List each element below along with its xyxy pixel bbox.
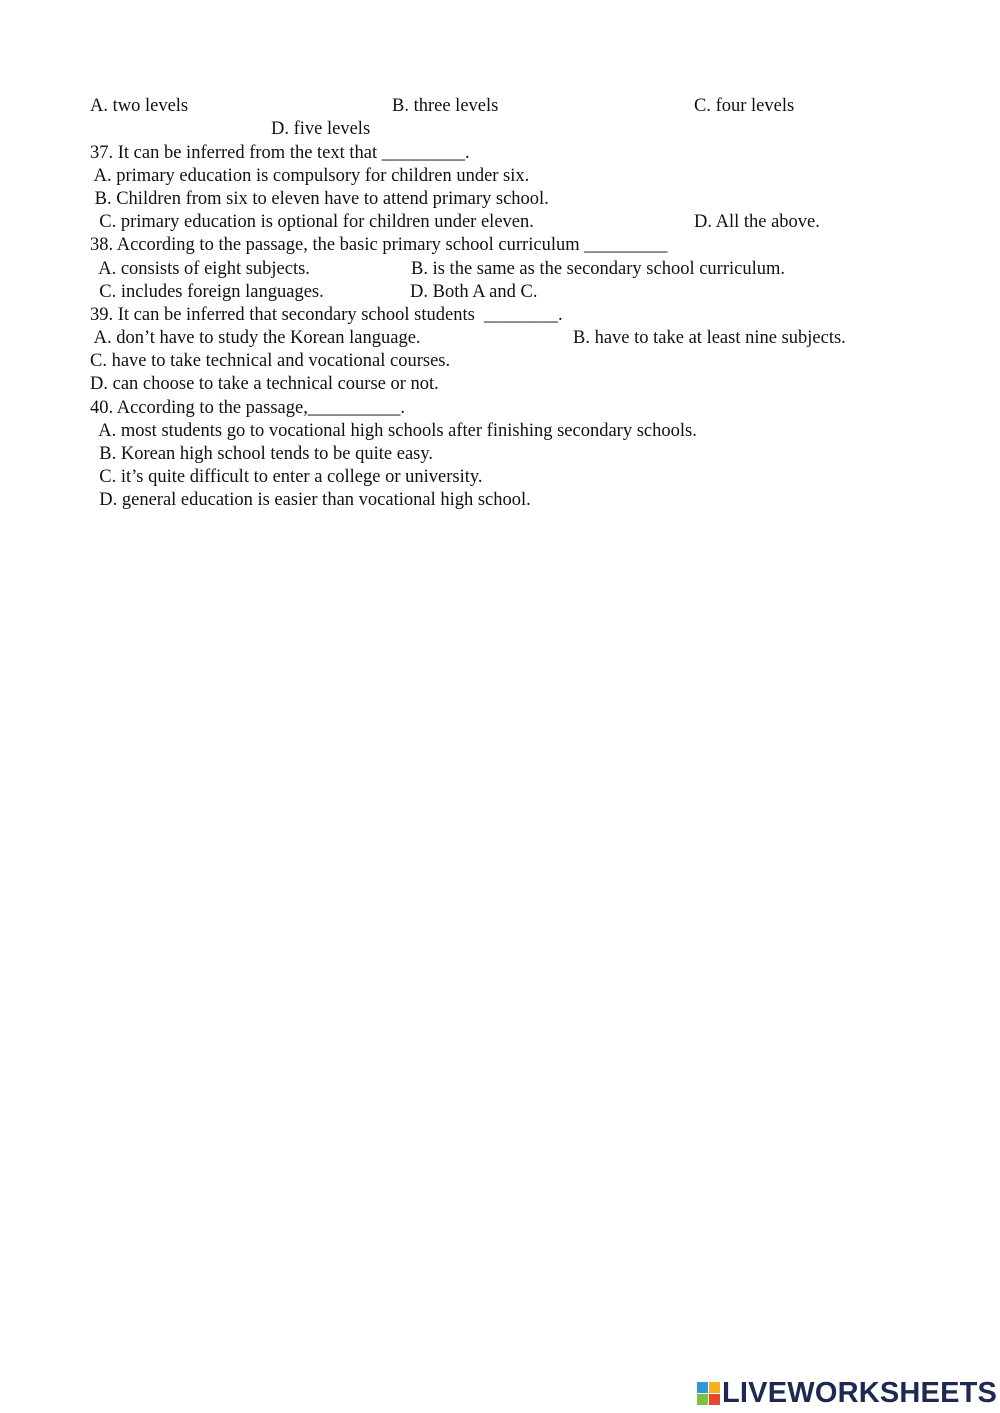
q38-option-a: A. consists of eight subjects. xyxy=(90,259,310,279)
q38-stem: 38. According to the passage, the basic primary school curriculum _________ xyxy=(90,235,668,255)
q37-option-a: A. primary education is compulsory for children under six. xyxy=(90,166,530,186)
q36-option-a: A. two levels xyxy=(90,96,189,116)
q38-option-b: B. is the same as the secondary school curriculum. xyxy=(411,259,786,279)
q39-option-d: D. can choose to take a technical course or not. xyxy=(90,374,439,394)
liveworksheets-logo xyxy=(697,1375,997,1411)
logo-tile-yellow xyxy=(709,1382,720,1393)
liveworksheets-brand-text: LIVEWORKSHEETS xyxy=(722,1377,998,1409)
logo-tile-red xyxy=(709,1394,720,1405)
q40-option-a: A. most students go to vocational high schools after finishing secondary schools. xyxy=(90,421,697,441)
logo-tile-blue xyxy=(697,1382,708,1393)
q39-option-c: C. have to take technical and vocational courses. xyxy=(90,351,451,371)
q37-stem: 37. It can be inferred from the text that _________. xyxy=(90,143,470,163)
q39-option-a: A. don’t have to study the Korean language. xyxy=(90,328,421,348)
q37-option-b: B. Children from six to eleven have to attend primary school. xyxy=(90,189,549,209)
q40-option-c: C. it’s quite difficult to enter a college or university. xyxy=(90,467,483,487)
q37-option-c: C. primary education is optional for children under eleven. xyxy=(90,212,534,232)
liveworksheets-logo-icon xyxy=(697,1382,720,1405)
q40-stem: 40. According to the passage,__________. xyxy=(90,398,405,418)
q40-option-d: D. general education is easier than vocational high school. xyxy=(90,490,531,510)
q36-option-b: B. three levels xyxy=(392,96,499,116)
q38-option-c: C. includes foreign languages. xyxy=(90,282,324,302)
logo-tile-green xyxy=(697,1394,708,1405)
q38-option-d: D. Both A and C. xyxy=(410,282,538,302)
q37-option-d: D. All the above. xyxy=(694,212,820,232)
q39-stem: 39. It can be inferred that secondary school students ________. xyxy=(90,305,563,325)
q39-option-b: B. have to take at least nine subjects. xyxy=(573,328,846,348)
q36-option-c: C. four levels xyxy=(694,96,795,116)
q36-option-d: D. five levels xyxy=(271,119,371,139)
q40-option-b: B. Korean high school tends to be quite easy. xyxy=(90,444,434,464)
